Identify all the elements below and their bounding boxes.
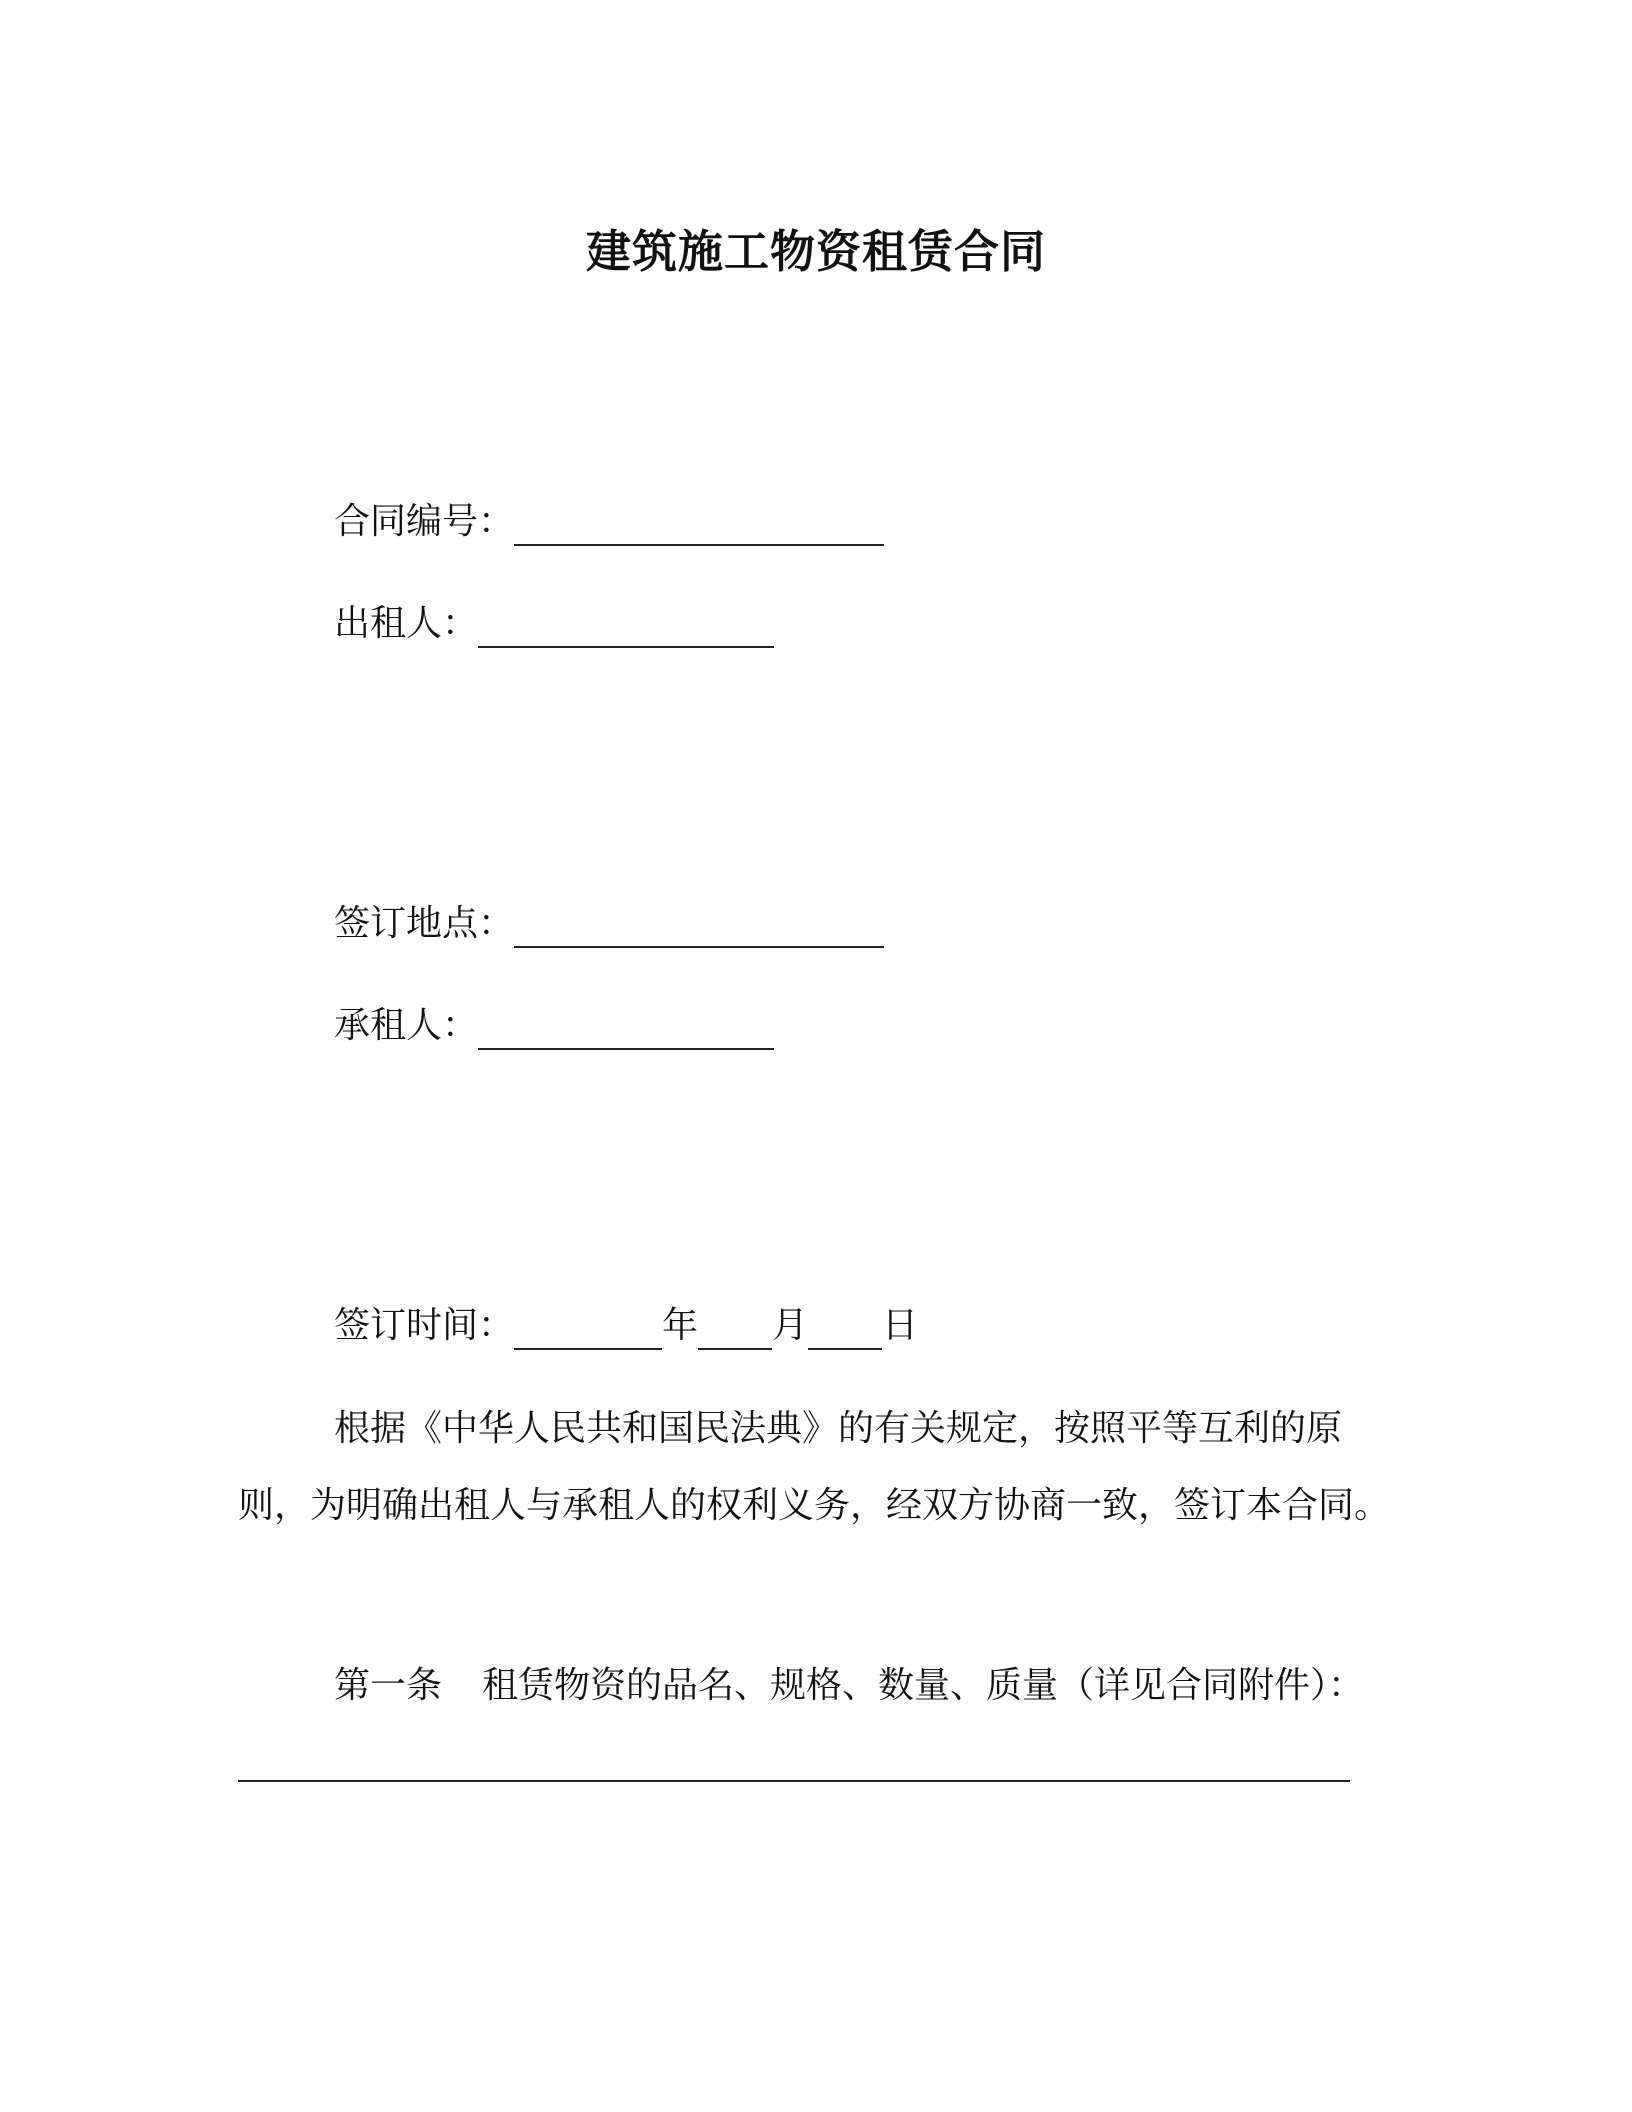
article-1-text: 租赁物资的品名、规格、数量、质量（详见合同附件）： <box>482 1665 1365 1706</box>
contract-number-row <box>334 498 884 546</box>
article-1-fill-line[interactable] <box>238 1780 1350 1782</box>
month-blank[interactable] <box>698 1308 772 1350</box>
contract-number-blank[interactable] <box>514 504 884 546</box>
year-label: 年 <box>662 1305 699 1346</box>
document-title: 建筑施工物资租赁合同 <box>585 225 1046 278</box>
lessor-row <box>334 600 774 648</box>
lessee-row <box>334 1002 774 1050</box>
sign-place-row <box>334 900 884 948</box>
lessor-label: 出租人： <box>334 603 479 644</box>
month-label: 月 <box>772 1305 809 1346</box>
year-blank[interactable] <box>514 1308 662 1350</box>
contract-number-label: 合同编号： <box>334 501 515 542</box>
article-1-heading <box>334 1662 1364 1710</box>
preamble-paragraph <box>238 1390 1398 1544</box>
article-1-number: 第一条 <box>334 1665 443 1706</box>
sign-place-blank[interactable] <box>514 906 884 948</box>
day-label: 日 <box>882 1305 919 1346</box>
sign-time-label: 签订时间： <box>334 1305 515 1346</box>
lessor-blank[interactable] <box>478 606 774 648</box>
day-blank[interactable] <box>808 1308 882 1350</box>
preamble-text: 根据《中华人民共和国民法典》的有关规定，按照平等互利的原则，为明确出租人与承租人的权利义务，经双方协商一致，签订本合同。 <box>238 1408 1391 1526</box>
lessee-label: 承租人： <box>334 1005 479 1046</box>
lessee-blank[interactable] <box>478 1008 774 1050</box>
sign-place-label: 签订地点： <box>334 903 515 944</box>
sign-time-row <box>334 1302 918 1350</box>
